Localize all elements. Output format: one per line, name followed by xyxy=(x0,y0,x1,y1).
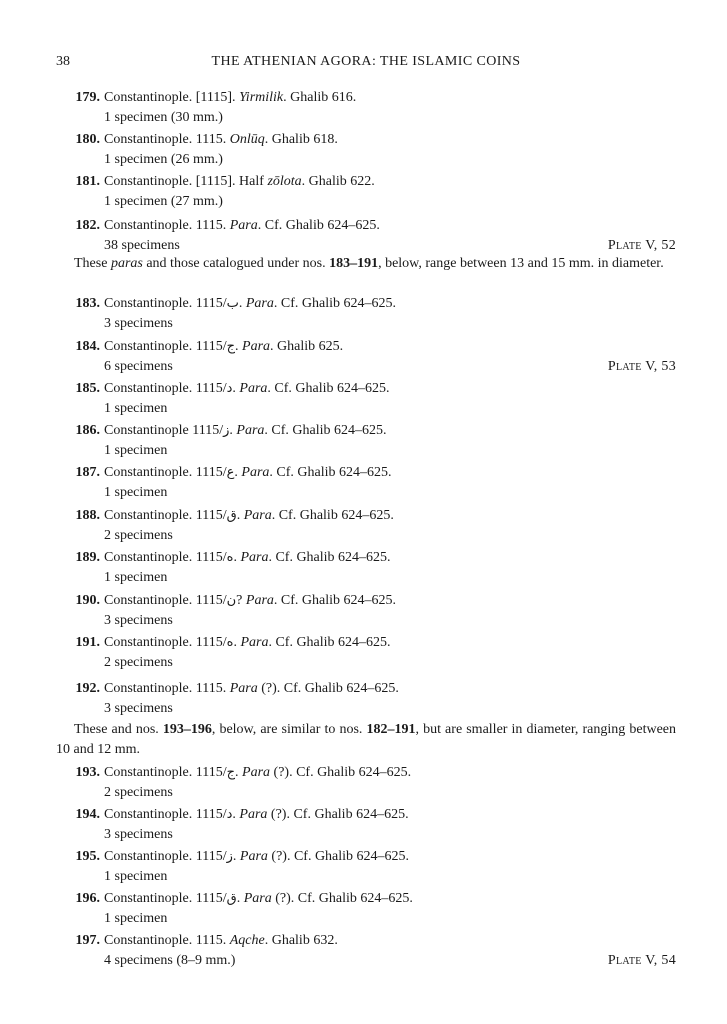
arabic-letter: ز xyxy=(223,423,230,438)
note-ref: 182–191 xyxy=(366,722,416,737)
entry-mint-date: Constantinople. 1115. xyxy=(104,132,230,147)
entry-number: 195. xyxy=(75,849,100,864)
entry-description xyxy=(56,379,676,399)
reference: . Ghalib 625. xyxy=(270,339,344,354)
entry-number: 194. xyxy=(75,807,100,822)
catalogue-entry xyxy=(56,847,676,887)
entry-description xyxy=(56,847,676,867)
page-header xyxy=(56,53,676,71)
denomination: Para xyxy=(243,891,272,906)
entry-mint-date: Constantinople. 1115/ xyxy=(104,593,227,608)
note-smaller-diameter xyxy=(56,720,676,760)
arabic-letter: ج xyxy=(226,339,236,354)
entry-specimens xyxy=(56,483,676,503)
arabic-letter: ج xyxy=(226,765,236,780)
denomination: Para xyxy=(245,593,274,608)
arabic-letter: ق xyxy=(226,891,237,906)
entry-description xyxy=(56,130,676,150)
entry-specimens xyxy=(56,783,676,803)
entry-number: 180. xyxy=(75,132,100,147)
entry-number: 190. xyxy=(75,593,100,608)
arabic-letter: ز xyxy=(226,849,233,864)
entry-mint-date: Constantinople. 1115/ xyxy=(104,339,227,354)
note-text: , but are smaller in diameter, ranging between 10 and 12 mm. xyxy=(56,722,676,757)
reference: . Cf. Ghalib 624–625. xyxy=(273,593,396,608)
specimen-count: 4 specimens (8–9 mm.) xyxy=(104,953,236,968)
catalogue-entry xyxy=(56,633,676,673)
note-ref: 183–191 xyxy=(329,256,379,271)
entry-mint-date: Constantinople. 1115/ xyxy=(104,508,227,523)
denomination: Para xyxy=(229,681,258,696)
catalogue-entry xyxy=(56,337,676,377)
note-text: , below, range between 13 and 15 mm. in diameter. xyxy=(378,256,664,271)
entry-separator: . xyxy=(233,635,241,650)
entry-number: 179. xyxy=(75,90,100,105)
entry-specimens xyxy=(56,699,676,719)
catalogue-entry xyxy=(56,931,676,971)
entry-number: 185. xyxy=(75,381,100,396)
entry-mint-date: Constantinople. 1115. xyxy=(104,218,230,233)
entry-separator: . xyxy=(232,849,240,864)
plate-reference: Plate V, 52 xyxy=(607,238,676,253)
specimen-count: 1 specimen xyxy=(104,570,168,585)
denomination: Para xyxy=(239,807,268,822)
entry-separator: . xyxy=(229,423,237,438)
arabic-letter: ق xyxy=(226,508,237,523)
arabic-letter: ب xyxy=(226,296,239,311)
reference: . Cf. Ghalib 624–625. xyxy=(268,550,391,565)
entry-description xyxy=(56,805,676,825)
reference: . Cf. Ghalib 624–625. xyxy=(268,635,391,650)
entry-mint-date: Constantinople. [1115]. Half xyxy=(104,174,268,189)
entry-specimens xyxy=(56,951,676,971)
entry-separator: ? xyxy=(236,593,246,608)
entry-mint-date: Constantinople. 1115/ xyxy=(104,550,227,565)
entry-description xyxy=(56,216,676,236)
reference: . Ghalib 616. xyxy=(283,90,357,105)
entry-mint-date: Constantinople. 1115/ xyxy=(104,807,227,822)
entry-description xyxy=(56,172,676,192)
entry-mint-date: Constantinople. 1115/ xyxy=(104,765,227,780)
note-paras-diameter xyxy=(56,254,676,274)
reference: . Ghalib 622. xyxy=(301,174,375,189)
specimen-count: 1 specimen xyxy=(104,485,168,500)
reference: (?). Cf. Ghalib 624–625. xyxy=(271,891,413,906)
reference: . Ghalib 632. xyxy=(264,933,338,948)
entry-specimens xyxy=(56,399,676,419)
catalogue-entry xyxy=(56,421,676,461)
entry-number: 192. xyxy=(75,681,100,696)
entry-mint-date: Constantinople. 1115/ xyxy=(104,849,227,864)
entry-separator: . xyxy=(235,339,243,354)
page-number: 38 xyxy=(56,54,70,69)
entry-separator: . xyxy=(236,508,244,523)
entry-separator: . xyxy=(232,807,240,822)
catalogue-entry xyxy=(56,591,676,631)
entry-specimens xyxy=(56,357,676,377)
reference: . Cf. Ghalib 624–625. xyxy=(273,296,396,311)
entry-description xyxy=(56,463,676,483)
entry-description xyxy=(56,591,676,611)
reference: . Cf. Ghalib 624–625. xyxy=(267,381,390,396)
entry-number: 193. xyxy=(75,765,100,780)
entry-specimens xyxy=(56,568,676,588)
plate-reference: Plate V, 53 xyxy=(607,359,676,374)
entry-description xyxy=(56,679,676,699)
note-text: These xyxy=(74,256,111,271)
arabic-letter: ع xyxy=(226,465,235,480)
entry-mint-date: Constantinople. 1115. xyxy=(104,933,230,948)
specimen-count: 2 specimens xyxy=(104,528,173,543)
reference: . Cf. Ghalib 624–625. xyxy=(271,508,394,523)
reference: . Cf. Ghalib 624–625. xyxy=(257,218,380,233)
reference: . Cf. Ghalib 624–625. xyxy=(264,423,387,438)
reference: (?). Cf. Ghalib 624–625. xyxy=(267,849,410,864)
entry-description xyxy=(56,763,676,783)
entry-specimens xyxy=(56,314,676,334)
catalogue-entry xyxy=(56,506,676,546)
entry-number: 189. xyxy=(75,550,100,565)
entry-number: 183. xyxy=(75,296,100,311)
note-term: paras xyxy=(110,256,143,271)
reference: (?). Cf. Ghalib 624–625. xyxy=(257,681,399,696)
entry-specimens xyxy=(56,526,676,546)
running-title: THE ATHENIAN AGORA: THE ISLAMIC COINS xyxy=(211,54,521,69)
entry-mint-date: Constantinople. 1115. xyxy=(104,681,230,696)
denomination: Para xyxy=(240,635,269,650)
denomination: Yirmilik xyxy=(239,90,284,105)
entry-number: 197. xyxy=(75,933,100,948)
entry-description xyxy=(56,506,676,526)
denomination: Para xyxy=(245,296,274,311)
entry-description xyxy=(56,88,676,108)
entry-mint-date: Constantinople. 1115/ xyxy=(104,891,227,906)
specimen-count: 1 specimen xyxy=(104,911,168,926)
reference: (?). Cf. Ghalib 624–625. xyxy=(270,765,412,780)
denomination: Para xyxy=(240,550,269,565)
entry-number: 191. xyxy=(75,635,100,650)
note-text: and those catalogued under nos. xyxy=(142,256,330,271)
denomination: Para xyxy=(239,381,268,396)
entry-description xyxy=(56,337,676,357)
specimen-count: 1 specimen xyxy=(104,401,168,416)
denomination: Para xyxy=(239,849,268,864)
specimen-count: 2 specimens xyxy=(104,785,173,800)
specimen-count: 3 specimens xyxy=(104,827,173,842)
entry-specimens xyxy=(56,236,676,256)
catalogue-entry xyxy=(56,216,676,256)
entry-mint-date: Constantinople 1115/ xyxy=(104,423,224,438)
entry-specimens xyxy=(56,867,676,887)
plate-reference: Plate V, 54 xyxy=(607,953,676,968)
specimen-count: 38 specimens xyxy=(104,238,180,253)
catalogue-entry xyxy=(56,679,676,719)
entry-number: 186. xyxy=(75,423,100,438)
entry-specimens xyxy=(56,108,676,128)
specimen-count: 1 specimen xyxy=(104,869,168,884)
denomination: Para xyxy=(236,423,265,438)
catalogue-entry xyxy=(56,805,676,845)
entry-separator: . xyxy=(233,550,241,565)
specimen-count: 1 specimen (30 mm.) xyxy=(104,110,223,125)
entry-description xyxy=(56,294,676,314)
catalogue-entry xyxy=(56,88,676,128)
reference: (?). Cf. Ghalib 624–625. xyxy=(267,807,409,822)
entry-number: 188. xyxy=(75,508,100,523)
specimen-count: 3 specimens xyxy=(104,701,173,716)
entry-description xyxy=(56,421,676,441)
entry-specimens xyxy=(56,150,676,170)
entry-separator: . xyxy=(236,891,244,906)
entry-specimens xyxy=(56,192,676,212)
catalogue-entry xyxy=(56,294,676,334)
denomination: Para xyxy=(242,765,271,780)
specimen-count: 1 specimen (27 mm.) xyxy=(104,194,223,209)
entry-specimens xyxy=(56,653,676,673)
arabic-letter: ن xyxy=(226,593,237,608)
catalogue-entry xyxy=(56,548,676,588)
entry-separator: . xyxy=(234,465,242,480)
arabic-letter: ه xyxy=(226,635,234,650)
entry-mint-date: Constantinople. 1115/ xyxy=(104,635,227,650)
arabic-letter: د xyxy=(226,381,233,396)
entry-mint-date: Constantinople. 1115/ xyxy=(104,465,227,480)
denomination: Para xyxy=(242,339,271,354)
entry-number: 184. xyxy=(75,339,100,354)
entry-separator: . xyxy=(238,296,246,311)
entry-number: 196. xyxy=(75,891,100,906)
catalogue-entry xyxy=(56,463,676,503)
entry-separator: . xyxy=(235,765,243,780)
entry-mint-date: Constantinople. 1115/ xyxy=(104,296,227,311)
entry-mint-date: Constantinople. [1115]. xyxy=(104,90,240,105)
entry-specimens xyxy=(56,441,676,461)
entry-number: 187. xyxy=(75,465,100,480)
entry-specimens xyxy=(56,611,676,631)
entry-specimens xyxy=(56,909,676,929)
entry-description xyxy=(56,931,676,951)
denomination: Onlūq xyxy=(229,132,265,147)
entry-separator: . xyxy=(232,381,240,396)
entry-number: 181. xyxy=(75,174,100,189)
catalogue-entry xyxy=(56,130,676,170)
note-text: These and nos. xyxy=(74,722,163,737)
specimen-count: 6 specimens xyxy=(104,359,173,374)
entry-specimens xyxy=(56,825,676,845)
reference: . Ghalib 618. xyxy=(264,132,338,147)
denomination: Para xyxy=(243,508,272,523)
entry-mint-date: Constantinople. 1115/ xyxy=(104,381,227,396)
entry-number: 182. xyxy=(75,218,100,233)
specimen-count: 2 specimens xyxy=(104,655,173,670)
entry-description xyxy=(56,548,676,568)
arabic-letter: ه xyxy=(226,550,234,565)
catalogue-entry xyxy=(56,172,676,212)
note-ref: 193–196 xyxy=(162,722,212,737)
denomination: zōlota xyxy=(267,174,302,189)
specimen-count: 3 specimens xyxy=(104,613,173,628)
denomination: Para xyxy=(229,218,258,233)
entry-description xyxy=(56,889,676,909)
arabic-letter: د xyxy=(226,807,233,822)
specimen-count: 3 specimens xyxy=(104,316,173,331)
specimen-count: 1 specimen xyxy=(104,443,168,458)
catalogue-entry xyxy=(56,889,676,929)
catalogue-entry xyxy=(56,379,676,419)
specimen-count: 1 specimen (26 mm.) xyxy=(104,152,223,167)
denomination: Aqche xyxy=(229,933,265,948)
catalogue-entry xyxy=(56,763,676,803)
entry-description xyxy=(56,633,676,653)
denomination: Para xyxy=(241,465,270,480)
reference: . Cf. Ghalib 624–625. xyxy=(269,465,392,480)
note-text: , below, are similar to nos. xyxy=(211,722,367,737)
